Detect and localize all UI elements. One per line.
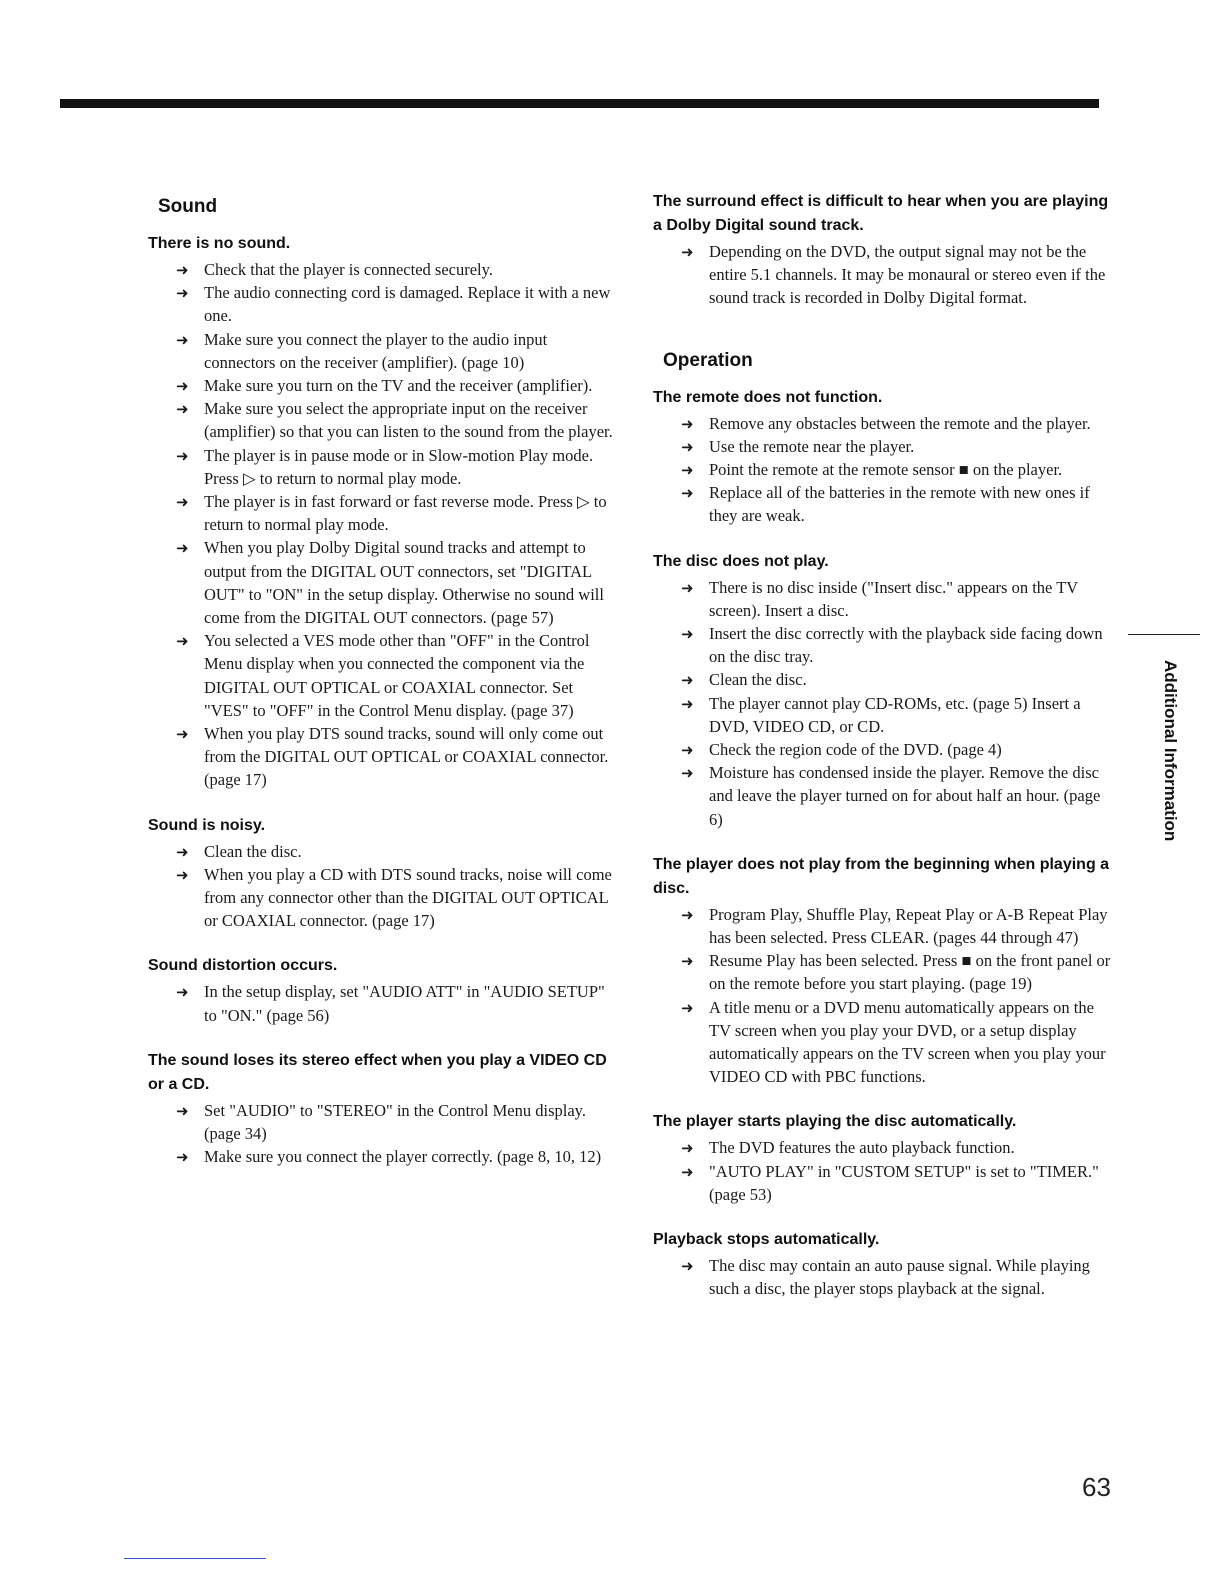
arrow-icon: ➜ (176, 842, 189, 861)
problem-heading: The surround effect is difficult to hear when you are playing a Dolby Digital sound track. (653, 193, 1109, 234)
arrow-icon: ➜ (681, 243, 694, 261)
remedy-item: ➜ Check the region code of the DVD. (page 4) (653, 738, 1113, 761)
remedy-item: ➜ The player cannot play CD-ROMs, etc. (page 5) Insert a DVD, VIDEO CD, or CD. (681, 693, 1081, 736)
left-column (148, 196, 618, 1191)
bottom-rule (124, 1558, 266, 1559)
problem-heading: There is no sound. (148, 235, 291, 252)
remedy-item: ➜ When you play Dolby Digital sound tracks and attempt to output from the DIGITAL OUT connectors, set "DIGITAL OUT" to "ON" in the setup display. Otherwise no sound will come from the DIGITAL OUT connectors. (page 57) (176, 538, 604, 628)
section-title-operation: Operation (663, 349, 753, 371)
remedy-item: ➜ Depending on the DVD, the output signal may not be the entire 5.1 channels. It may be monaural or stereo even if the sound track is recorded in Dolby Digital format. (681, 242, 1106, 308)
page-number: 63 (1082, 1472, 1111, 1502)
remedy-item: ➜ Check that the player is connected securely. (148, 258, 618, 281)
arrow-icon: ➜ (176, 330, 189, 349)
remedy-item: ➜ Set "AUDIO" to "STEREO" in the Control Menu display. (page 34) (176, 1100, 586, 1144)
arrow-icon: ➜ (176, 983, 189, 1002)
arrow-icon: ➜ (176, 261, 189, 279)
arrow-icon: ➜ (176, 446, 189, 465)
remedy-item: ➜ You selected a VES mode other than "OFF" in the Control Menu display when you connected the component via the DIGITAL OUT OPTICAL or COAXIAL connector. Set "VES" to "OFF" in the Control Menu display. (page 37) (176, 631, 590, 720)
arrow-icon: ➜ (681, 1162, 694, 1181)
problem-heading: The remote does not function. (653, 388, 883, 406)
remedy-item: ➜ Replace all of the batteries in the remote with new ones if they are weak. (681, 483, 1090, 526)
remedy-item: ➜ "AUTO PLAY" in "CUSTOM SETUP" is set to "TIMER." (page 53) (681, 1161, 1099, 1204)
remedy-item: ➜ The player is in fast forward or fast reverse mode. Press ▷ to return to normal play mode. (176, 492, 607, 535)
remedy-item: ➜ Point the remote at the remote sensor ■ on the player. (653, 458, 1113, 481)
problem (653, 853, 1113, 1089)
problem (148, 232, 618, 792)
arrow-icon: ➜ (681, 694, 694, 713)
arrow-icon: ➜ (681, 741, 694, 760)
remedy-item: ➜ Make sure you select the appropriate input on the receiver (amplifier) so that you can listen to the sound from the player. (176, 399, 613, 442)
arrow-icon: ➜ (176, 400, 189, 419)
arrow-icon: ➜ (681, 625, 694, 644)
remedy-item: ➜ When you play DTS sound tracks, sound will only come out from the DIGITAL OUT OPTICAL or COAXIAL connector. (page 17) (176, 724, 609, 790)
problem (148, 1049, 618, 1169)
arrow-icon: ➜ (176, 1101, 189, 1120)
arrow-icon: ➜ (176, 539, 189, 558)
remedy-item: ➜ There is no disc inside ("Insert disc." appears on the TV screen). Insert a disc. (681, 577, 1078, 620)
remedy-item: ➜ The disc may contain an auto pause signal. While playing such a disc, the player stops playback at the signal. (681, 1256, 1090, 1299)
side-tab-label: Additional Information (1161, 660, 1180, 842)
remedy-item: ➜ Insert the disc correctly with the playback side facing down on the disc tray. (681, 624, 1103, 667)
arrow-icon: ➜ (176, 284, 189, 303)
remedy-item: ➜ The audio connecting cord is damaged. Replace it with a new one. (176, 283, 611, 326)
remedy-item: ➜ The player is in pause mode or in Slow-motion Play mode. Press ▷ to return to normal play mode. (176, 445, 594, 488)
arrow-icon: ➜ (681, 437, 694, 456)
arrow-icon: ➜ (681, 764, 694, 783)
top-rule (60, 99, 1099, 108)
arrow-icon: ➜ (681, 671, 694, 690)
right-column (653, 190, 1113, 1323)
remedy-item: ➜ When you play a CD with DTS sound tracks, noise will come from any connector other than the DIGITAL OUT OPTICAL or COAXIAL connector. (page 17) (176, 864, 612, 931)
problem (148, 814, 618, 933)
problem-heading: The player does not play from the beginning when playing a disc. (653, 855, 1110, 897)
arrow-icon: ➜ (681, 414, 694, 433)
problem (653, 1228, 1113, 1300)
remedy-item: ➜ Clean the disc. (148, 840, 618, 863)
remedy-item: ➜ Use the remote near the player. (653, 435, 1113, 458)
arrow-icon: ➜ (176, 632, 189, 651)
remedy-item: ➜ Make sure you connect the player correctly. (page 8, 10, 12) (148, 1145, 618, 1168)
problem (653, 550, 1113, 831)
remedy-item: ➜ A title menu or a DVD menu automatically appears on the TV screen when you play your DVD, or a setup display automatically appears on the TV screen when you play your VIDEO CD with PBC functions. (681, 997, 1106, 1087)
remedy-item: ➜ Remove any obstacles between the remote and the player. (653, 412, 1113, 435)
remedy-item: ➜ Moisture has condensed inside the player. Remove the disc and leave the player turned on for about half an hour. (page 6) (681, 763, 1101, 829)
remedy-item: ➜ The DVD features the auto playback function. (653, 1136, 1113, 1159)
problem-heading: The disc does not play. (653, 552, 829, 570)
remedy-item: ➜ Make sure you turn on the TV and the receiver (amplifier). (148, 374, 618, 397)
arrow-icon: ➜ (681, 905, 694, 924)
remedy-item: ➜ Make sure you connect the player to the audio input connectors on the receiver (amplifier). (page 10) (176, 329, 548, 372)
remedy-item: ➜ Resume Play has been selected. Press ■ on the front panel or on the remote before you start playing. (page 19) (681, 951, 1111, 994)
remedy-item: ➜ Clean the disc. (653, 668, 1113, 691)
remedy-item: ➜ In the setup display, set "AUDIO ATT" in "AUDIO SETUP" to "ON." (page 56) (176, 982, 605, 1025)
arrow-icon: ➜ (176, 493, 189, 512)
problem-heading: The player starts playing the disc automatically. (653, 1113, 1017, 1131)
arrow-icon: ➜ (681, 578, 694, 597)
arrow-icon: ➜ (681, 998, 694, 1017)
problem-heading: Sound is noisy. (148, 816, 266, 834)
problem-heading: Sound distortion occurs. (148, 957, 338, 975)
problem (653, 386, 1113, 528)
arrow-icon: ➜ (176, 377, 189, 396)
arrow-icon: ➜ (681, 1139, 694, 1158)
problem (653, 190, 1113, 310)
problem (148, 954, 618, 1026)
arrow-icon: ➜ (681, 461, 694, 480)
problem (653, 1110, 1113, 1206)
arrow-icon: ➜ (681, 484, 694, 503)
arrow-icon: ➜ (176, 1148, 189, 1167)
arrow-icon: ➜ (681, 952, 694, 971)
arrow-icon: ➜ (176, 865, 189, 884)
arrow-icon: ➜ (681, 1257, 694, 1276)
arrow-icon: ➜ (176, 725, 189, 744)
section-title-sound: Sound (158, 196, 218, 217)
problem-heading: The sound loses its stereo effect when you play a VIDEO CD or a CD. (148, 1051, 607, 1093)
remedy-item: ➜ Program Play, Shuffle Play, Repeat Play or A-B Repeat Play has been selected. Press CLEAR. (pages 44 through 47) (681, 904, 1108, 948)
problem-heading: Playback stops automatically. (653, 1231, 880, 1249)
